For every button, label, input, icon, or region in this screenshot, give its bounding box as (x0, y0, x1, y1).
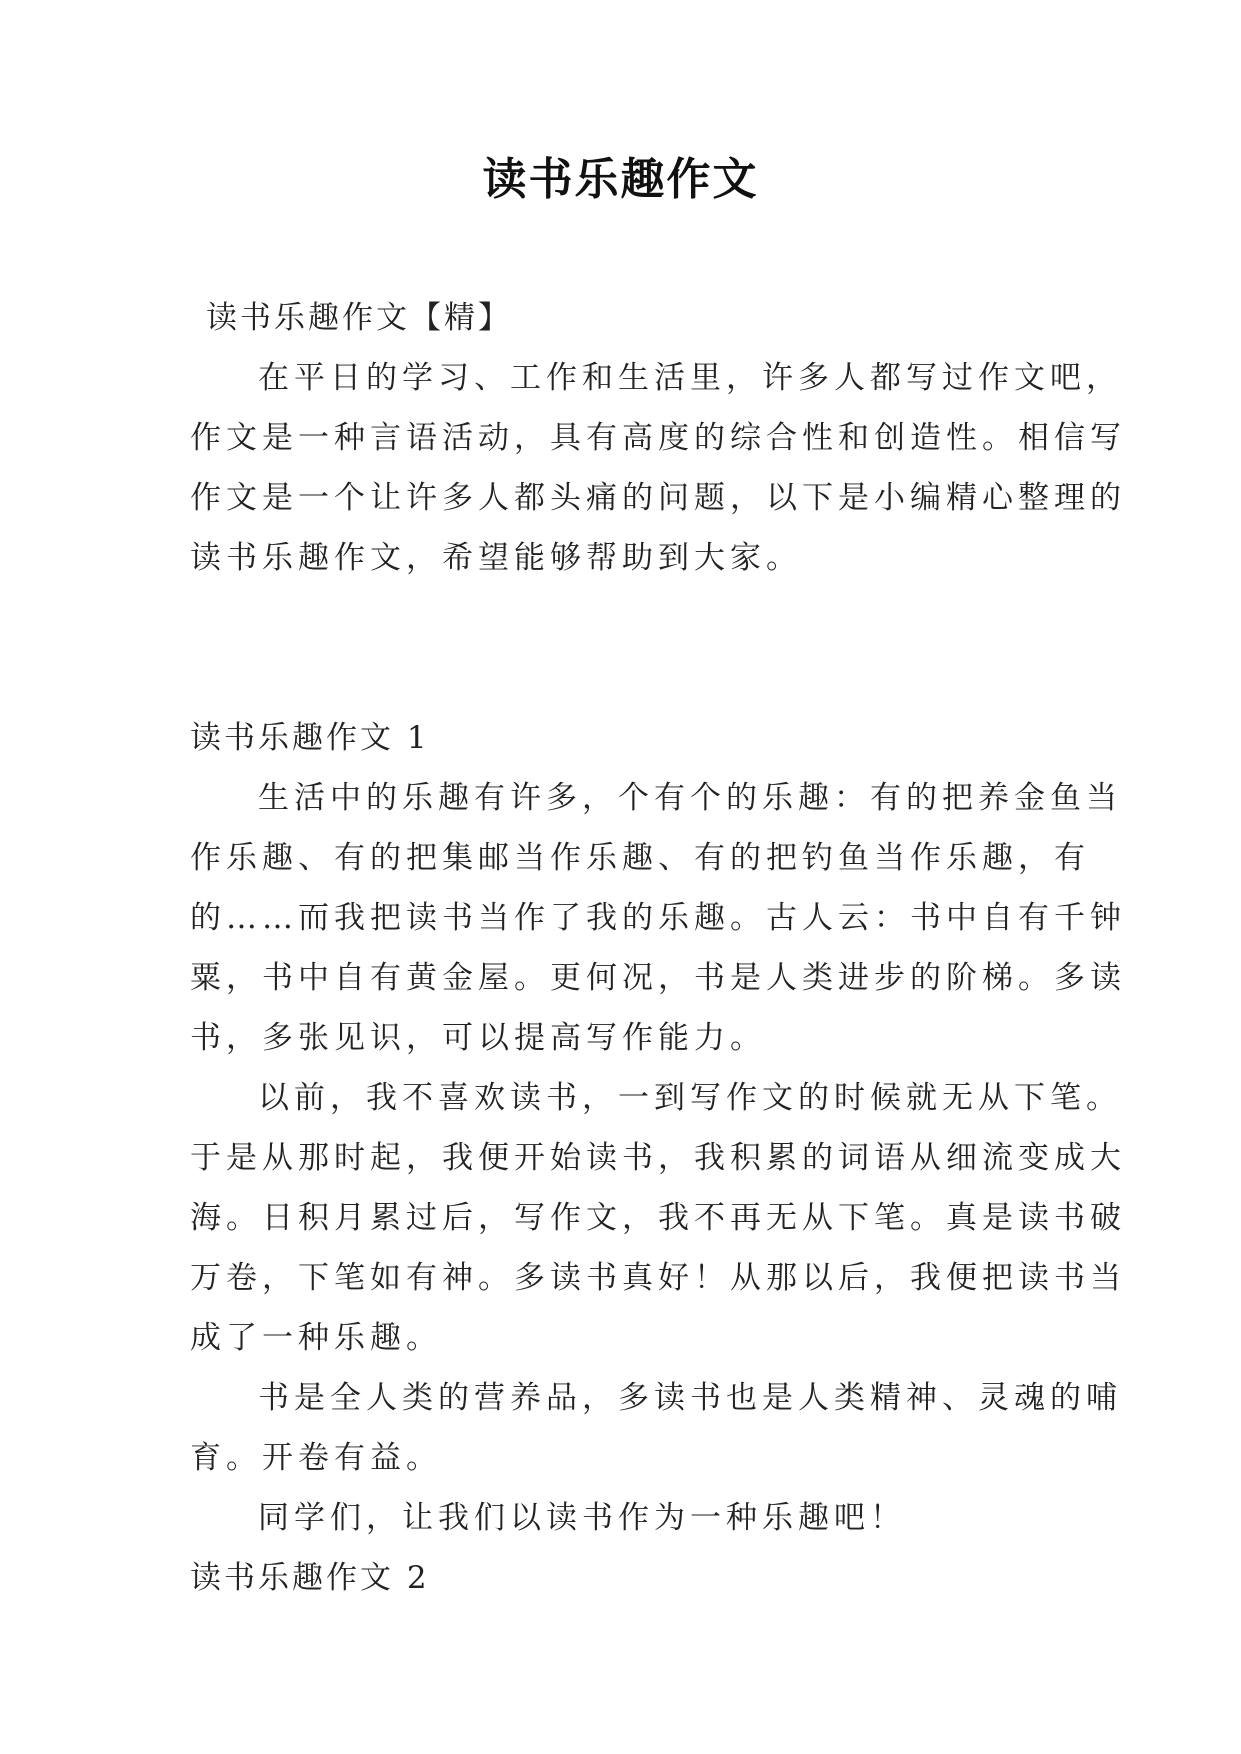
document-subtitle: 读书乐趣作文【精】 (206, 300, 512, 336)
section-2-heading: 读书乐趣作文 2 (190, 1560, 430, 1596)
paragraph-line: 作乐趣、有的把集邮当作乐趣、有的把钓鱼当作乐趣，有 (190, 840, 1090, 876)
intro-line: 在平日的学习、工作和生活里，许多人都写过作文吧， (258, 360, 1122, 396)
paragraph-line: 粟，书中自有黄金屋。更何况，书是人类进步的阶梯。多读 (190, 960, 1126, 996)
section-spacer (190, 588, 1070, 708)
paragraph-line: 同学们，让我们以读书作为一种乐趣吧！ (258, 1500, 906, 1536)
intro-line: 作文是一种言语活动，具有高度的综合性和创造性。相信写 (190, 420, 1126, 456)
paragraph-line: 成了一种乐趣。 (190, 1320, 442, 1356)
paragraph-line: 的……而我把读书当作了我的乐趣。古人云：书中自有千钟 (190, 900, 1126, 936)
paragraph-line: 海。日积月累过后，写作文，我不再无从下笔。真是读书破 (190, 1200, 1126, 1236)
paragraph-line: 育。开卷有益。 (190, 1440, 442, 1476)
paragraph-line: 以前，我不喜欢读书，一到写作文的时候就无从下笔。 (258, 1080, 1122, 1116)
section-1-heading: 读书乐趣作文 1 (190, 720, 430, 756)
paragraph-line: 书，多张见识，可以提高写作能力。 (190, 1020, 766, 1056)
intro-line: 读书乐趣作文，希望能够帮助到大家。 (190, 540, 802, 576)
document-title: 读书乐趣作文 (482, 154, 759, 205)
intro-line: 作文是一个让许多人都头痛的问题，以下是小编精心整理的 (190, 480, 1126, 516)
paragraph-line: 书是全人类的营养品，多读书也是人类精神、灵魂的哺 (258, 1380, 1122, 1416)
paragraph-line: 生活中的乐趣有许多，个有个的乐趣：有的把养金鱼当 (258, 780, 1122, 816)
paragraph-line: 于是从那时起，我便开始读书，我积累的词语从细流变成大 (190, 1140, 1126, 1176)
document-body (190, 288, 1126, 1608)
paragraph-line: 万卷，下笔如有神。多读书真好！从那以后，我便把读书当 (190, 1260, 1126, 1296)
